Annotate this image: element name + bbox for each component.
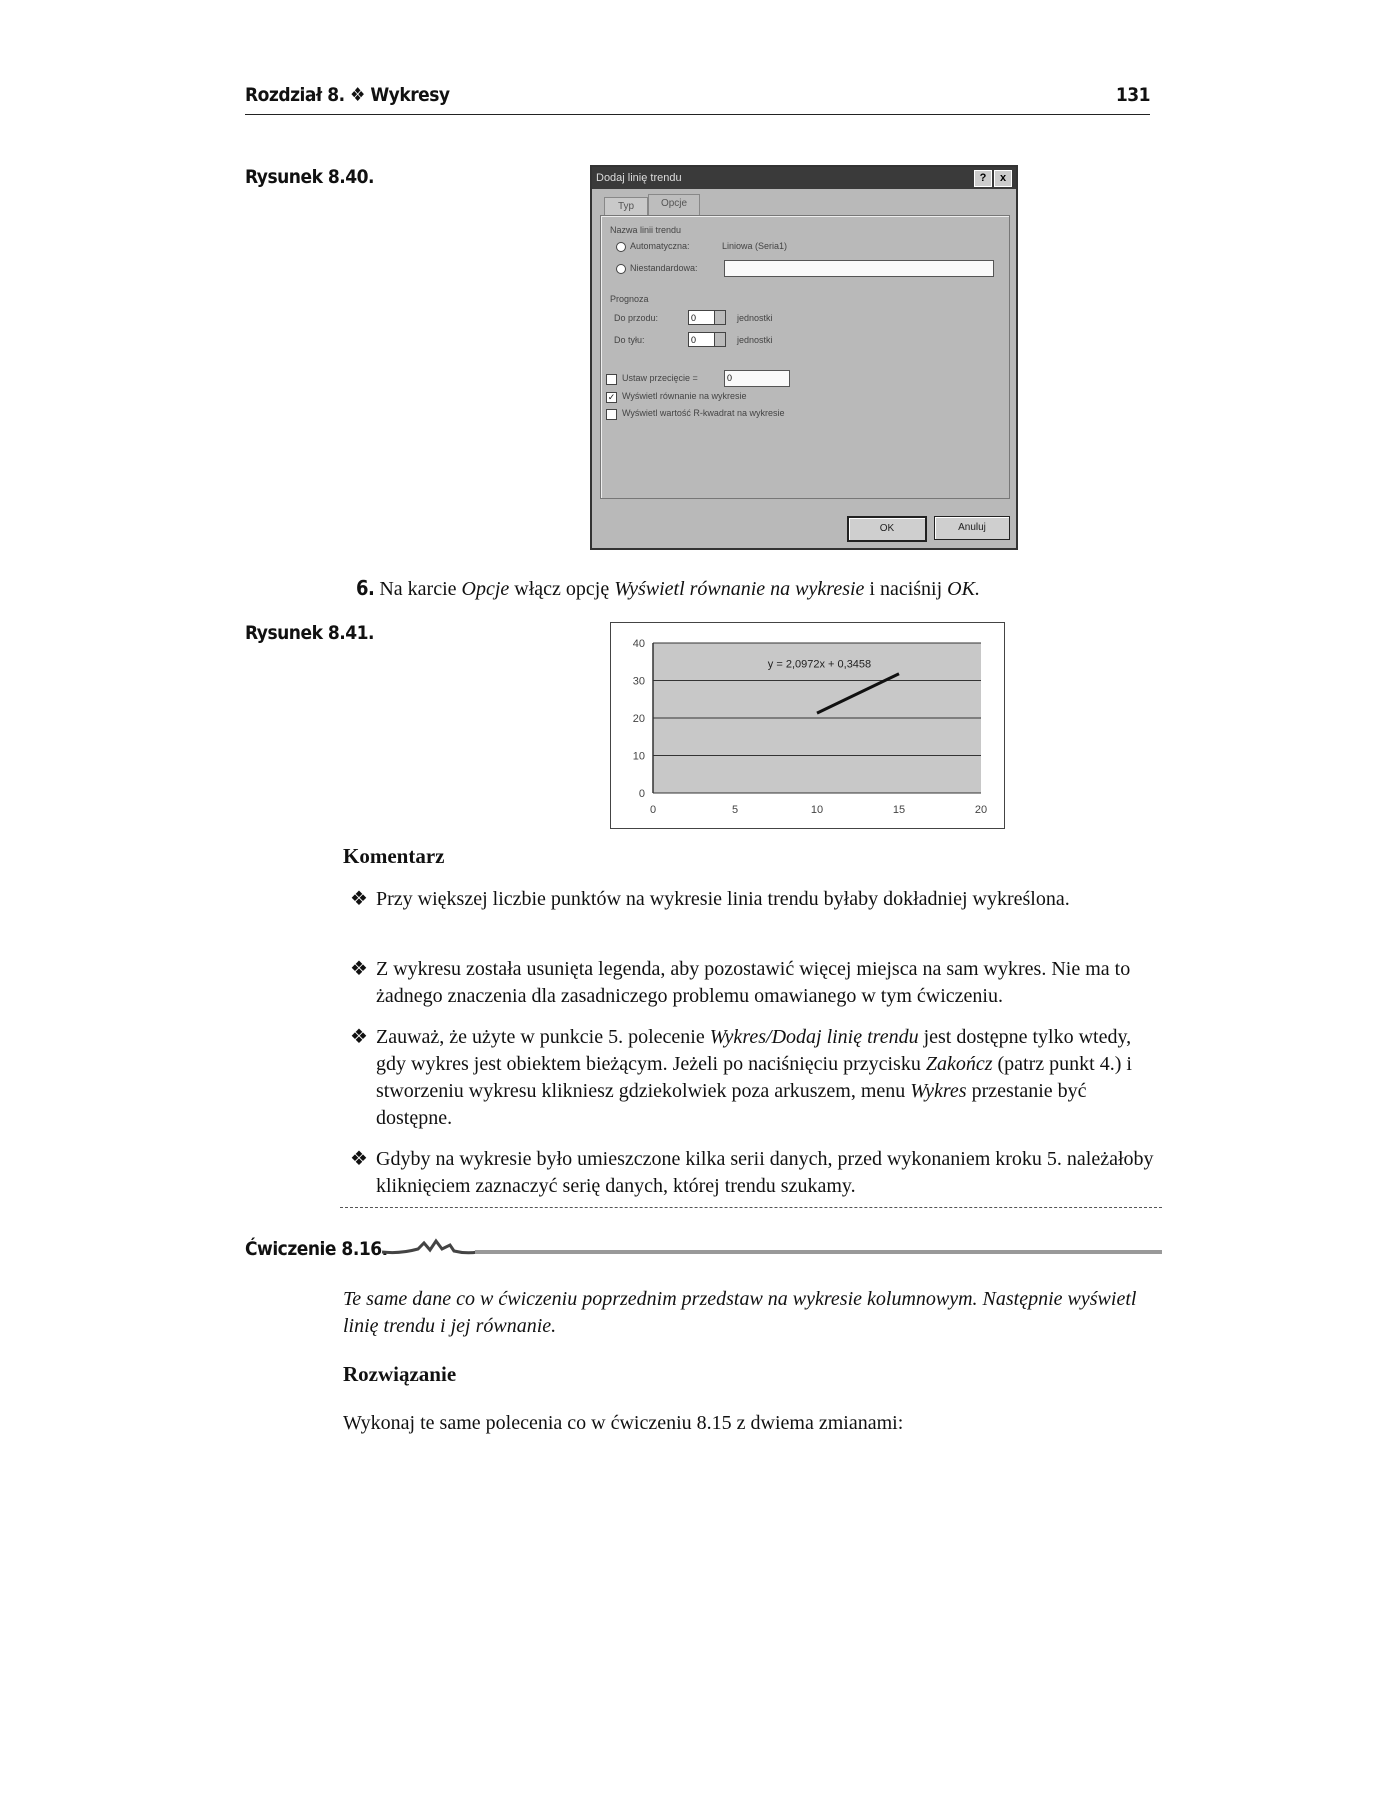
bullet-icon: ❖ bbox=[350, 888, 368, 910]
figure-label-8-41: Rysunek 8.41. bbox=[245, 622, 375, 644]
running-header bbox=[245, 84, 1150, 115]
b3-italic-1: Wykres/Dodaj linię trendu bbox=[709, 1026, 919, 1048]
backward-stepper[interactable]: 0 bbox=[688, 332, 726, 347]
step-text-1: Na karcie bbox=[374, 578, 462, 600]
solution-text: Wykonaj te same polecenia co w ćwiczeniu 8.15 z dwiema zmianami: bbox=[343, 1412, 904, 1434]
step-6 bbox=[356, 576, 980, 601]
intercept-label: Ustaw przecięcie = bbox=[622, 373, 698, 383]
intercept-input[interactable]: 0 bbox=[724, 370, 790, 387]
b3-italic-2: Zakończ bbox=[925, 1053, 993, 1075]
exercise-rule bbox=[475, 1250, 1162, 1254]
y-tick-label: 10 bbox=[632, 750, 645, 763]
intercept-checkbox[interactable] bbox=[606, 374, 617, 385]
trend-chart-svg bbox=[611, 623, 1004, 828]
page-number: 131 bbox=[1115, 84, 1150, 106]
list-item bbox=[350, 1024, 1160, 1132]
step-number: 6. bbox=[356, 576, 375, 600]
b3-text-2: jest dostępne tylko wtedy, gdy wykres jest obiektem bieżącym. Jeżeli po naciśnięciu przycisku bbox=[376, 1026, 1132, 1075]
bullet-text-1: Przy większej liczbie punktów na wykresie linia trendu byłaby dokładniej wykreślona. bbox=[376, 888, 1070, 910]
backward-label: Do tyłu: bbox=[614, 335, 645, 345]
r2-label: Wyświetl wartość R-kwadrat na wykresie bbox=[622, 408, 785, 418]
dialog-title: Dodaj linię trendu bbox=[596, 172, 682, 184]
section-divider bbox=[340, 1207, 1162, 1208]
auto-radio[interactable] bbox=[616, 242, 626, 252]
bullet-icon: ❖ bbox=[350, 958, 368, 980]
solution-title: Rozwiązanie bbox=[343, 1362, 457, 1386]
x-tick-label: 0 bbox=[649, 804, 657, 816]
equation-checkbox[interactable]: ✓ bbox=[607, 392, 616, 402]
dialog-titlebar bbox=[592, 167, 1016, 189]
step-italic-2: Wyświetl równanie na wykresie bbox=[614, 578, 865, 600]
b3-text-3: (patrz punkt 4.) i stworzeniu wykresu klikniesz gdziekolwiek poza arkuszem, menu bbox=[376, 1053, 1132, 1102]
figure-label-8-40: Rysunek 8.40. bbox=[245, 166, 375, 188]
exercise-task: Te same dane co w ćwiczeniu poprzednim przedstaw na wykresie kolumnowym. Następnie wyświetl linię trendu i jej równanie. bbox=[343, 1288, 1137, 1337]
y-tick-label: 40 bbox=[632, 638, 645, 650]
step-italic-1: Opcje bbox=[461, 578, 510, 600]
step-italic-3: OK. bbox=[947, 578, 980, 600]
x-tick-label: 10 bbox=[810, 804, 824, 816]
x-tick-label: 15 bbox=[892, 804, 906, 816]
custom-label: Niestandardowa: bbox=[630, 263, 698, 273]
list-item bbox=[350, 886, 1160, 913]
trendline-dialog bbox=[590, 165, 1018, 550]
bullet-icon: ❖ bbox=[350, 1026, 368, 1048]
name-group-label: Nazwa linii trendu bbox=[610, 225, 682, 235]
trend-chart bbox=[610, 622, 1005, 829]
auto-label: Automatyczna: bbox=[630, 241, 690, 251]
auto-value: Liniowa (Seria1) bbox=[722, 241, 788, 251]
comment-title: Komentarz bbox=[343, 844, 445, 868]
tab-typ[interactable]: Typ bbox=[604, 197, 648, 216]
help-icon[interactable]: ? bbox=[974, 170, 992, 187]
forecast-group-label: Prognoza bbox=[610, 294, 649, 304]
x-tick-label: 20 bbox=[974, 804, 988, 816]
forward-unit: jednostki bbox=[737, 313, 773, 323]
b3-italic-3: Wykres bbox=[910, 1080, 967, 1102]
list-item bbox=[350, 956, 1160, 1010]
close-icon[interactable]: x bbox=[994, 170, 1012, 187]
options-panel bbox=[600, 215, 1010, 499]
step-text-3: i naciśnij bbox=[864, 578, 948, 600]
custom-radio[interactable] bbox=[616, 264, 626, 274]
forward-stepper[interactable]: 0 bbox=[688, 310, 726, 325]
bullet-text-4: Gdyby na wykresie było umieszczone kilka serii danych, przed wykonaniem kroku 5. należałoby kliknięciem zaznaczyć serię danych, której trendu szukamy. bbox=[376, 1148, 1154, 1197]
y-tick-label: 30 bbox=[632, 675, 645, 688]
ok-button[interactable]: OK bbox=[847, 516, 927, 542]
backward-unit: jednostki bbox=[737, 335, 773, 345]
y-tick-label: 0 bbox=[638, 788, 645, 800]
equation-label: Wyświetl równanie na wykresie bbox=[622, 391, 747, 401]
y-tick-label: 20 bbox=[632, 713, 645, 725]
ornament-icon bbox=[380, 1236, 480, 1258]
r2-checkbox[interactable] bbox=[606, 409, 617, 420]
trend-equation: y = 2,0972x + 0,3458 bbox=[767, 658, 872, 671]
list-item bbox=[350, 1146, 1160, 1200]
exercise-title: Ćwiczenie 8.16. bbox=[245, 1238, 388, 1260]
custom-name-input[interactable] bbox=[724, 260, 994, 277]
step-text-2: włącz opcję bbox=[509, 578, 615, 600]
b3-text-1: Zauważ, że użyte w punkcie 5. polecenie bbox=[376, 1026, 710, 1048]
tab-opcje[interactable]: Opcje bbox=[648, 194, 700, 216]
forward-label: Do przodu: bbox=[614, 313, 659, 323]
x-tick-label: 5 bbox=[731, 804, 739, 816]
b3-text-4: przestanie być dostępne. bbox=[376, 1080, 1087, 1129]
bullet-text-2: Z wykresu została usunięta legenda, aby pozostawić więcej miejsca na sam wykres. Nie ma to żadnego znaczenia dla zasadniczego problemu omawianego w tym ćwiczeniu. bbox=[376, 958, 1131, 1007]
bullet-icon: ❖ bbox=[350, 1148, 368, 1170]
bullet-text-3 bbox=[350, 1024, 1160, 1132]
chapter-title: Rozdział 8. ❖ Wykresy bbox=[245, 84, 450, 106]
cancel-button[interactable]: Anuluj bbox=[934, 516, 1010, 540]
